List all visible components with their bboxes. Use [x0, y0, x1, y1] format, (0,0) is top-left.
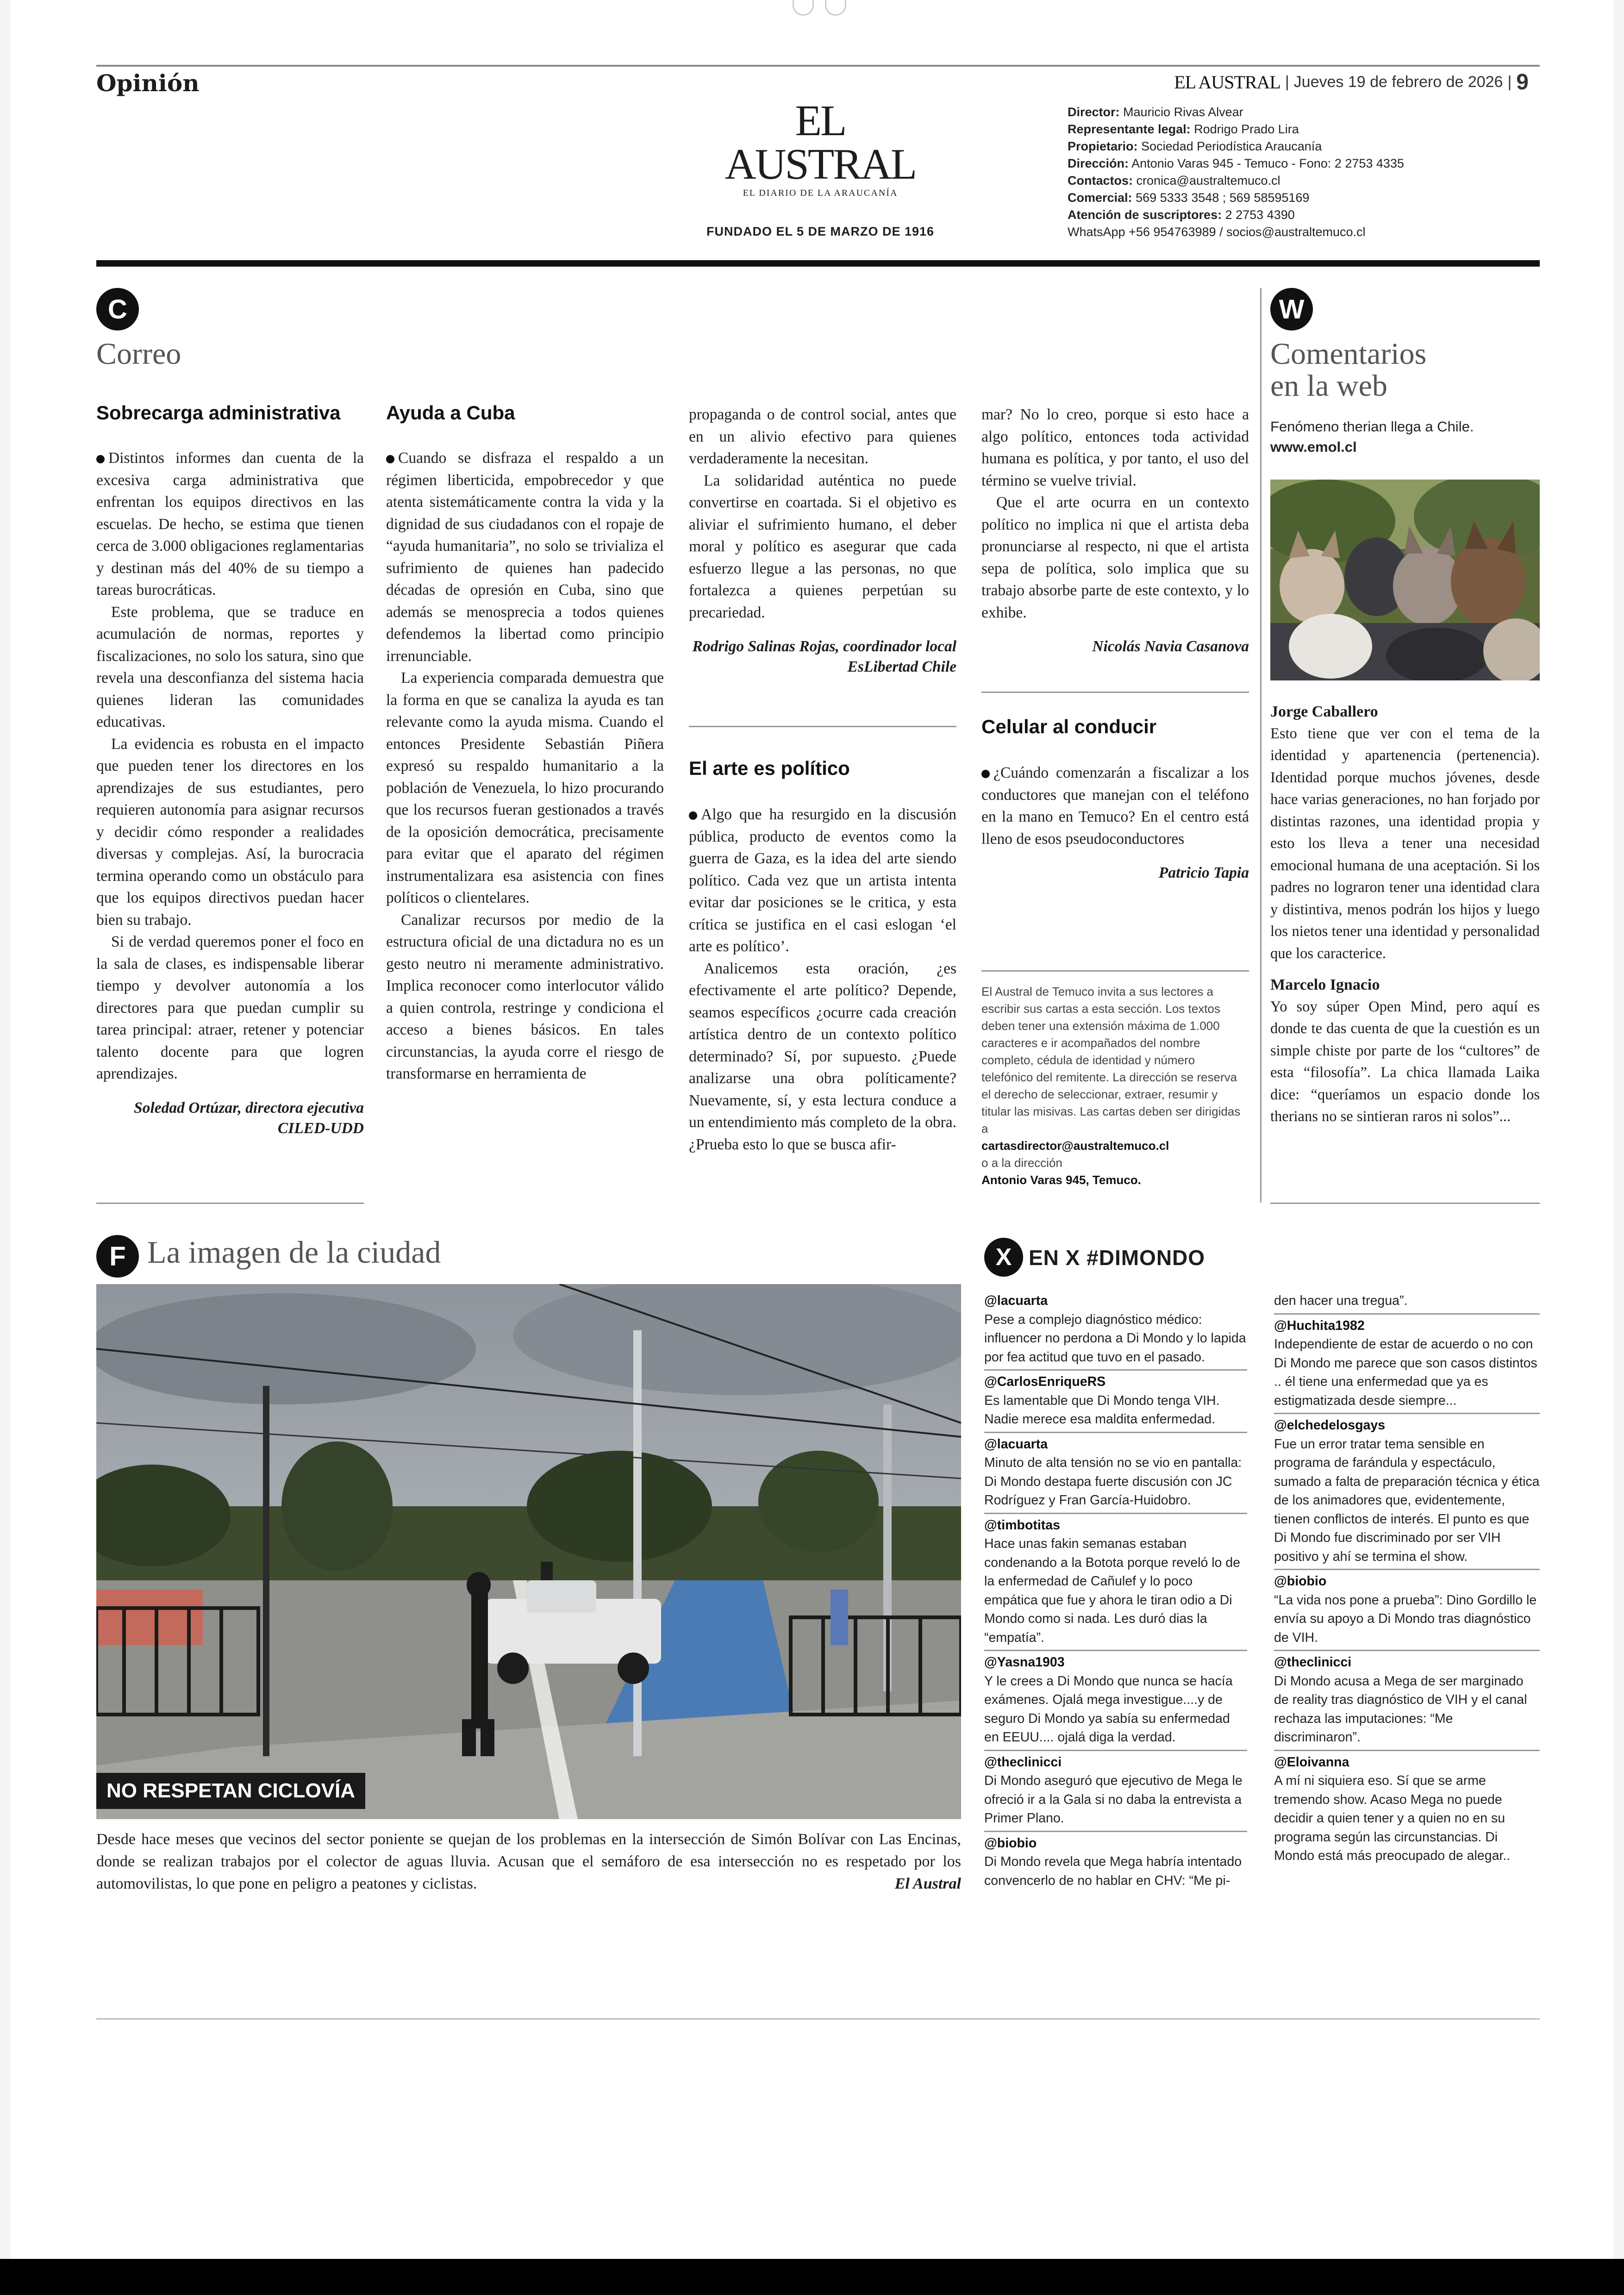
- x-handle[interactable]: @theclinicci: [984, 1754, 1062, 1770]
- letter2-end-rule: [689, 726, 956, 727]
- x-handle[interactable]: @lacuarta: [984, 1436, 1048, 1452]
- section-name: Opinión: [96, 69, 200, 97]
- letters-policy-note: El Austral de Temuco invita a sus lectores a escribir sus cartas a esta sección. Los textos deben tener una extensión máxima de 1.000 caracteres e ir acompañados del nombre completo, cédula de identidad y número telefónico del remitente. La dirección se reserva el derecho de seleccionar, extraer, resumir y titular las misivas. Las cartas deben ser dirigidas a cartasdirector@australtemuco.cl o a la dirección Antonio Varas 945, Temuco.: [981, 985, 1241, 1187]
- web-title: Comentarios en la web: [1270, 337, 1427, 403]
- x-handle[interactable]: @Huchita1982: [1274, 1318, 1365, 1333]
- letter3-body: Algo que ha resurgido en la discusión pública, producto de eventos como la guerra de Gaza, es la idea del arte siendo político. Cada vez que un artista intenta evitar dar posiciones se le critica, y esta crítica se justifica en el casi eslogan ‘el arte es político’. Analicemos esta oración, ¿es efectivamente el arte político? Depende, seamos específicos ¿ocurre cada creación artística dentro de un contexto político determinado? Sí, por supuesto. ¿Puede analizarse una obra políticamente? Nuevamente, sí, y esta lectura conduce a un entendimiento más completo de la obra. ¿Prueba esto lo que se busca afir-: [689, 806, 956, 1153]
- x-handle[interactable]: @CarlosEnriqueRS: [984, 1374, 1106, 1389]
- letter1-end-rule: [96, 1203, 364, 1204]
- comment-author: Marcelo Ignacio: [1270, 976, 1380, 993]
- letter2-body: Cuando se disfraza el respaldo a un régimen liberticida, empobrecedor y que atenta sistemáticamente contra la vida y la dignidad de sus ciudadanos con el ropaje de “ayuda humanitaria”, no solo se trivializa el sufrimiento de quienes han padecido décadas de opresión en Cuba, sino que además se menosprecia a todos quienes defendemos la libertad como principio irrenunciable. La experiencia comparada demuestra que la forma en que se canaliza la ayuda es tan relevante como la ayuda misma. Cuando el entonces Presidente Sebastián Piñera expresó su respaldo humanitario a la población de Venezuela, lo hizo procurando que los recursos fueran gestionados a través de la oposición democrática, precisamente para evitar que el aparato del régimen instrumentalizara esa asistencia con fines políticos o clientelares. Canalizar recursos por medio de la estructura oficial de una dictadura no es un gesto neutro ni meramente administrativo. Implica reconocer como interlocutor válido a quien controla, restringe y condiciona el acceso a bienes básicos. En tales circunstancias, la ayuda corre el riesgo de transformarse en herramienta de: [386, 449, 664, 1082]
- letter4-end-rule: [981, 970, 1249, 972]
- masthead: [705, 99, 936, 239]
- staff-box: Director: Mauricio Rivas Alvear Representante legal: Rodrigo Prado Lira Propietario: Sociedad Periodística Araucanía Dirección: Antonio Varas 945 - Temuco - Fono: 2 2753 4335 Contactos: cronica@australtemuco.cl Comercial: 569 5333 3548 ; 569 58595169 Atención de suscriptores: 2 2753 4390 WhatsApp +56 954763989 / socios@australtemuco.cl: [1068, 105, 1404, 239]
- masthead-tagline: EL DIARIO DE LA ARAUCANÍA: [743, 188, 898, 198]
- folio-date: Jueves 19 de febrero de 2026: [1293, 73, 1503, 91]
- newspaper-page: [10, 0, 1614, 2259]
- letter2-headline: Ayuda a Cuba: [386, 402, 515, 424]
- letter1-signature: Soledad Ortúzar, directora ejecutiva CILED-UDD: [134, 1099, 364, 1137]
- letters-email[interactable]: cartasdirector@australtemuco.cl: [981, 1139, 1169, 1153]
- folio-paper: EL AUSTRAL: [1174, 72, 1280, 93]
- x-handle[interactable]: @theclinicci: [1274, 1655, 1352, 1670]
- web-divider: [1260, 288, 1262, 1203]
- therian-photo: [1270, 480, 1540, 680]
- correo-title: Correo: [96, 337, 181, 371]
- header-thick-rule: [96, 260, 1540, 267]
- city-caption: Desde hace meses que vecinos del sector poniente se quejan de los problemas en la intersección de Simón Bolívar con Las Encinas, donde se realizan trabajos por el colector de aguas lluvia. Acusan que el semáforo de esa intersección no es respetado por los automovilistas, lo que pone en peligro a peatones y ciclistas. El Austral: [96, 1828, 961, 1895]
- x-badge: X: [984, 1238, 1023, 1277]
- comment-author: Jorge Caballero: [1270, 703, 1378, 720]
- letter3-continuation: mar? No lo creo, porque si esto hace a algo político, entonces toda actividad humana es política, y por tanto, el uso del término se vuelve trivial. Que el arte ocurra en un contexto político no implica ni que el artista deba pronunciarse al respecto, ni que el artista sepa de política, solo implica que su trabajo absorbe parte de este contexto, y lo exhibe. Nicolás Navia Casanova: [981, 404, 1249, 657]
- city-badge: F: [96, 1235, 139, 1278]
- letter3-signature: Nicolás Navia Casanova: [1092, 638, 1249, 655]
- footer-rule: [96, 2018, 1540, 2020]
- x-feed-left: @lacuarta Pese a complejo diagnóstico médico: influencer no perdona a Di Mondo y lo lapida por fea actitud que tuvo en el pasado. @CarlosEnriqueRS Es lamentable que Di Mondo tenga VIH. Nadie merece esa maldita enfermedad. @lacuarta Minuto de alta tensión no se vio en pantalla: Di Mondo destapa fuerte discusión con JC Rodríguez y Fran García-Huidobro. @timbotitas Hace unas fakin semanas estaban condenando a la Botota porque reveló lo de la enfermedad de Cañulef y lo poco empática que fue y ahora le tiran odio a Di Mondo como si nada. Les duró dias la “empatía”. @Yasna1903 Y le crees a Di Mondo que nunca se hacía exámenes. Ojalá mega investigue....y de seguro Di Mondo ya sabía su enfermedad en EEUU.... ojalá diga la verdad. @theclinicci Di Mondo aseguró que ejecutivo de Mega le ofreció ir a la Gala si no daba la entrevista a Primer Plano. @biobio Di Mondo revela que Mega habría intentado convencerlo de no hablar en CHV: “Me pi-: [984, 1290, 1247, 1893]
- x-handle[interactable]: @biobio: [984, 1835, 1037, 1851]
- letter1-headline: Sobrecarga administrativa: [96, 402, 341, 424]
- web-comments: [1270, 696, 1540, 1128]
- city-title: La imagen de la ciudad: [147, 1235, 441, 1270]
- web-subtitle: Fenómeno therian llega a Chile. www.emol.cl: [1270, 418, 1474, 455]
- header-rule: [96, 65, 1540, 67]
- x-title: EN X #DIMONDO: [1029, 1246, 1206, 1270]
- page-number: 9: [1516, 70, 1529, 94]
- x-feed-right: den hacer una tregua”. @Huchita1982 Independiente de estar de acuerdo o no con Di Mondo me parece que son casos distintos .. él tiene una enfermedad que ya es estigmatizada desde siempre... @elchedelosgays Fue un error tratar tema sensible en programa de farándula y espectáculo, sumado a falta de preparación técnica y ética de los animadores que, evidentemente, tienen conflictos de interés. El punto es que Di Mondo fue discriminado por ser VIH positivo y ahí se termina el show. @biobio “La vida nos pone a prueba”: Dino Gordillo le envía su apoyo a Di Mondo tras diagnóstico de VIH. @theclinicci Di Mondo acusa a Mega de ser marginado de reality tras diagnóstico de VIH y el canal rechaza las imputaciones: “Me discriminaron”. @Eloivanna A mí ni siquiera eso. Sí que se arme tremendo show. Acaso Mega no puede decidir a quien tener y a quien no en su programa según las circunstancias. Di Mondo está más preocupado de alegar..: [1274, 1290, 1540, 1868]
- page-nav-indicator[interactable]: [793, 0, 846, 16]
- web-badge: W: [1270, 288, 1313, 331]
- x-handle[interactable]: @timbotitas: [984, 1517, 1060, 1533]
- comment-text: Yo soy súper Open Mind, pero aquí es donde te das cuenta de que la cuestión es un simple chiste por parte de los “cultores” de esta “filosofía”. La chica llamada Laika dice: “queríamos un espacio donde los therians no se sintieran raros ni solos”...: [1270, 998, 1540, 1125]
- letter3-headline: El arte es político: [689, 757, 850, 779]
- x-handle[interactable]: @biobio: [1274, 1574, 1327, 1589]
- city-photo: [96, 1284, 961, 1819]
- letter3-end-rule: [981, 692, 1249, 693]
- letter4-signature: Patricio Tapia: [1158, 864, 1249, 881]
- masthead-logo: EL AUSTRAL: [725, 97, 916, 188]
- letter1-body: Distintos informes dan cuenta de la excesiva carga administrativa que enfrentan los equipos directivos en las escuelas. De hecho, se estima que tienen cerca de 3.000 obligaciones reglamentarias y destinan más del 40% de su tiempo a tareas burocráticas. Este problema, que se traduce en acumulación de normas, reportes y fiscalizaciones, no solo los satura, sino que revela una desconfianza del sistema hacia quienes lideran las comunidades educativas. La evidencia es robusta en el impacto que pueden tener los directores en los aprendizajes de sus estudiantes, pero requieren autonomía para asignar recursos y decidir cómo responder a realidades diversas y complejas. Así, la burocracia termina operando como un obstáculo para que los equipos directivos puedan hacer bien su trabajo. Si de verdad queremos poner el foco en la sala de clases, es indispensable liberar tiempo y devolver autonomía a los directores para que puedan cumplir su tarea principal: atraer, retener y potenciar talento docente para que logren aprendizajes. Soledad Ortúzar, directora ejecutiva CILED-UDD: [96, 447, 364, 1139]
- letter2-continuation: propaganda o de control social, antes que en un alivio efectivo para quienes verdaderamente la necesitan. La solidaridad auténtica no puede convertirse en coartada. Si el objetivo es aliviar el sufrimiento humano, el deber moral y político es asegurar que cada esfuerzo llegue a las personas, no que fortalezca a quienes perpetúan su precariedad. Rodrigo Salinas Rojas, coordinador local EsLibertad Chile: [689, 404, 956, 677]
- photo-credit: El Austral: [894, 1875, 961, 1892]
- x-handle[interactable]: @elchedelosgays: [1274, 1418, 1386, 1433]
- x-handle[interactable]: @Eloivanna: [1274, 1754, 1349, 1770]
- letter4-headline: Celular al conducir: [981, 716, 1157, 737]
- founded-line: FUNDADO EL 5 DE MARZO DE 1916: [706, 225, 935, 238]
- web-end-rule: [1270, 1203, 1540, 1204]
- letter4-body: ¿Cuándo comenzarán a fiscalizar a los conductores que manejan con el teléfono en la mano en Temuco? En el centro está lleno de esos pseudoconductores Patricio Tapia: [981, 762, 1249, 883]
- x-handle[interactable]: @lacuarta: [984, 1293, 1048, 1308]
- x-handle[interactable]: @Yasna1903: [984, 1655, 1065, 1670]
- correo-badge: C: [96, 288, 139, 331]
- viewer-bottom-bar: [0, 2259, 1624, 2295]
- photo-tag: NO RESPETAN CICLOVÍA: [96, 1773, 365, 1809]
- comment-text: Esto tiene que ver con el tema de la identidad y apartenencia (pertenencia). Identidad porque muchos jóvenes, desde hace varias generaciones, no han forjado por distintas razones, una identidad propia y esto los lleva a tener una necesidad emocional humana de una aceptación. Si los padres no lograron tener una identidad clara y distintiva, menos podrán los hijos y luego los nietos tener una identidad y personalidad que los caracterice.: [1270, 725, 1540, 962]
- letter2-signature: Rodrigo Salinas Rojas, coordinador local EsLibertad Chile: [692, 638, 956, 675]
- web-source-link[interactable]: www.emol.cl: [1270, 439, 1357, 455]
- folio: EL AUSTRAL | Jueves 19 de febrero de 2026 | 9: [1174, 70, 1529, 94]
